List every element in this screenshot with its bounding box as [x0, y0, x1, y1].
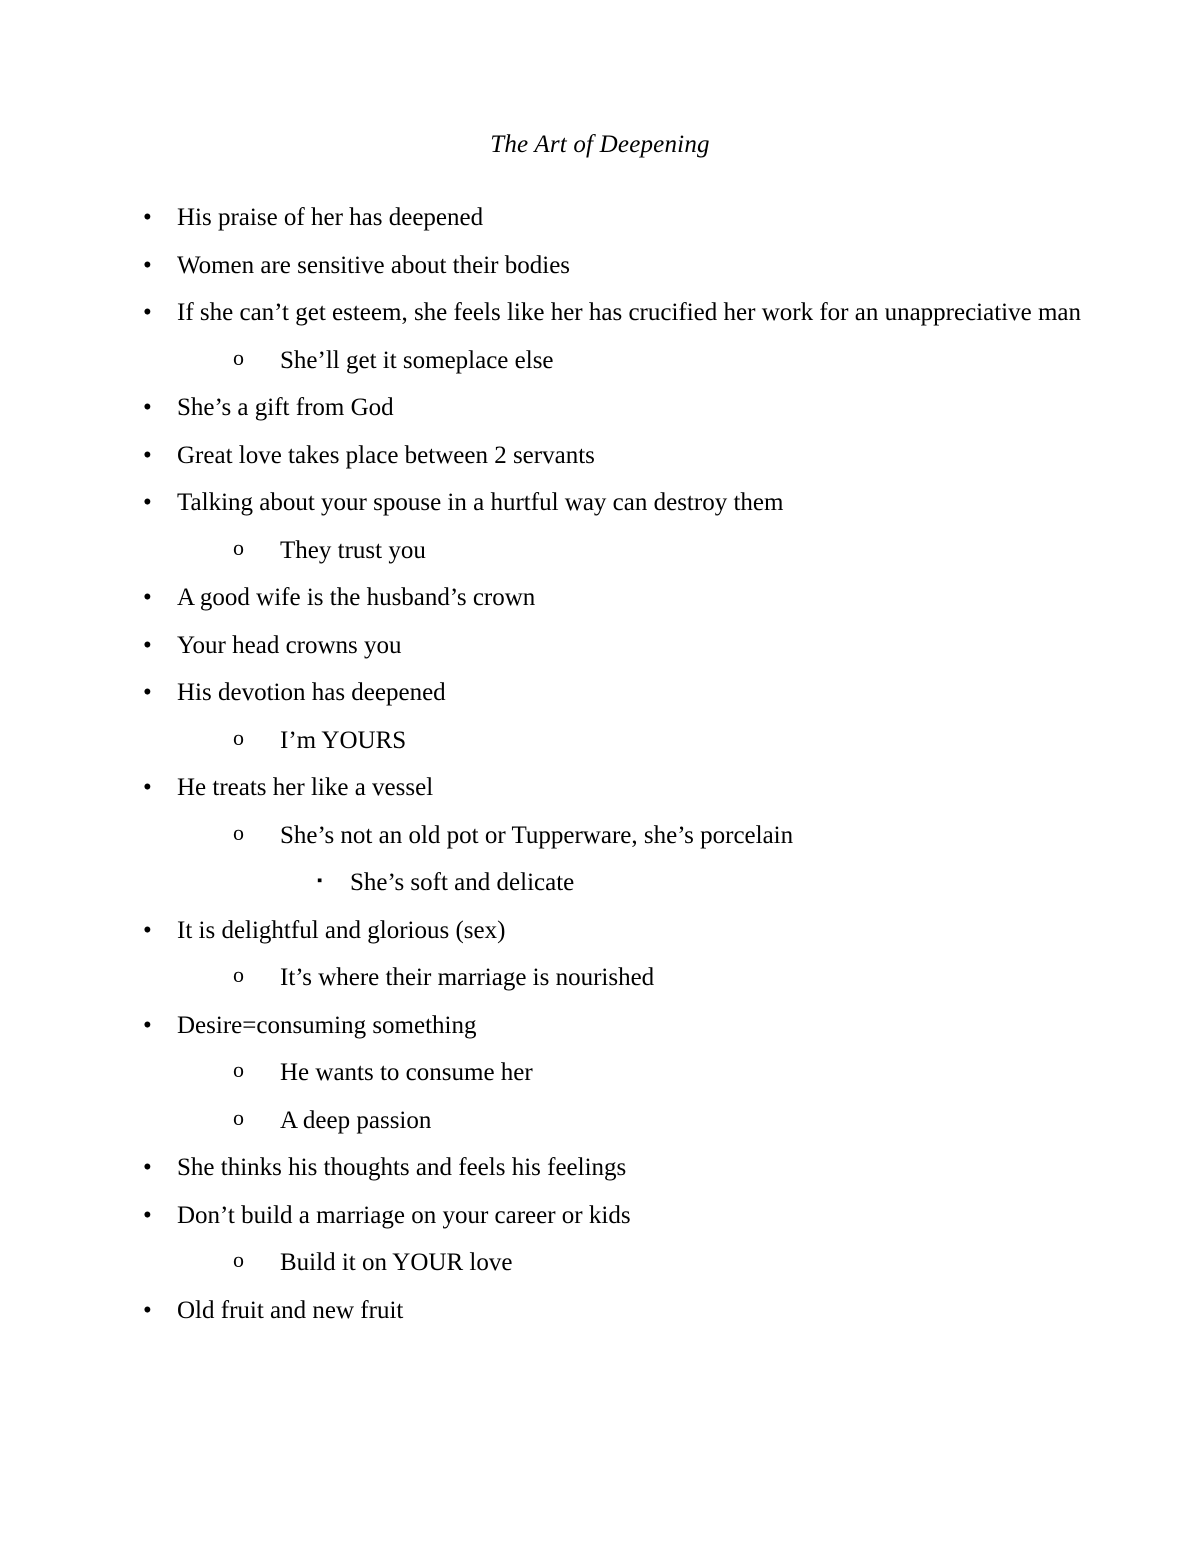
- bullet-level-1-icon: •: [143, 299, 152, 326]
- outline-item-text: A good wife is the husband’s crown: [177, 584, 536, 611]
- bullet-level-1-icon: •: [143, 394, 152, 421]
- outline-item-level-1: [115, 574, 1085, 622]
- outline-item-text: She’s a gift from God: [177, 394, 394, 421]
- bullet-level-1-icon: •: [143, 916, 152, 944]
- outline-item-text: Don’t build a marriage on your career or kids: [177, 1201, 631, 1229]
- bullet-level-2-icon: o: [233, 1057, 244, 1082]
- outline-item-level-1: [115, 1192, 1085, 1240]
- bullet-level-1-icon: •: [143, 204, 152, 231]
- bullet-level-2-icon: o: [233, 724, 244, 750]
- bullet-level-1-icon: •: [143, 441, 152, 469]
- outline-item-text: She’ll get it someplace else: [280, 346, 554, 374]
- outline-item-text: It’s where their marriage is nourished: [280, 964, 655, 991]
- bullet-level-1-icon: •: [143, 679, 152, 706]
- outline-item-level-2: [115, 717, 1085, 765]
- outline-item-text: She’s soft and delicate: [350, 869, 575, 896]
- outline-item-level-2: [115, 527, 1085, 575]
- outline-item-text: His devotion has deepened: [177, 679, 446, 706]
- outline-item-level-2: [115, 954, 1085, 1002]
- bullet-level-1-icon: •: [143, 1011, 152, 1039]
- outline-item-text: He treats her like a vessel: [177, 774, 434, 801]
- bullet-level-1-icon: •: [143, 1154, 152, 1181]
- outline-item-level-1: [115, 764, 1085, 812]
- outline-item-level-2: [115, 812, 1085, 860]
- outline-item-text: His praise of her has deepened: [177, 204, 484, 231]
- outline-item-level-1: [115, 242, 1085, 290]
- outline-item-level-1: [115, 1287, 1085, 1335]
- outline-item-text: Talking about your spouse in a hurtful way can destroy them: [177, 489, 784, 516]
- bullet-level-2-icon: o: [233, 962, 244, 987]
- bullet-level-2-icon: o: [233, 819, 244, 845]
- bullet-level-1-icon: •: [143, 774, 152, 801]
- bullet-level-2-icon: o: [233, 344, 244, 370]
- bullet-level-2-icon: o: [233, 1104, 244, 1130]
- outline-item-level-1: [115, 1144, 1085, 1192]
- page-title: The Art of Deepening: [490, 131, 710, 158]
- outline-item-text: If she can’t get esteem, she feels like her has crucified her work for an unappreciative man: [177, 299, 1082, 326]
- bullet-level-1-icon: •: [143, 584, 152, 611]
- outline-item-text: It is delightful and glorious (sex): [177, 916, 506, 944]
- bullet-level-2-icon: o: [233, 1247, 244, 1272]
- outline-item-text: She thinks his thoughts and feels his feelings: [177, 1154, 627, 1181]
- outline-item-level-1: [115, 622, 1085, 670]
- outline-item-text: She’s not an old pot or Tupperware, she’s porcelain: [280, 821, 794, 849]
- bullet-level-1-icon: •: [143, 631, 152, 659]
- outline-item-level-1: [115, 432, 1085, 480]
- outline-item-level-2: [115, 1239, 1085, 1287]
- bullet-level-1-icon: •: [143, 1201, 152, 1229]
- outline-item-level-1: [115, 669, 1085, 717]
- outline-item-level-1: [115, 289, 1085, 337]
- outline-item-text: Desire=consuming something: [177, 1011, 477, 1039]
- outline-item-level-1: [115, 479, 1085, 527]
- outline-item-text: Your head crowns you: [177, 631, 402, 659]
- outline-item-text: Women are sensitive about their bodies: [177, 251, 571, 279]
- outline-item-level-2: [115, 337, 1085, 385]
- outline-item-level-2: [115, 1097, 1085, 1145]
- bullet-level-1-icon: •: [143, 489, 152, 516]
- outline-item-text: He wants to consume her: [280, 1059, 533, 1086]
- outline-item-text: Old fruit and new fruit: [177, 1296, 404, 1324]
- outline-item-level-2: [115, 1049, 1085, 1097]
- outline-item-level-1: [115, 194, 1085, 242]
- outline-item-level-1: [115, 1002, 1085, 1050]
- outline-item-text: A deep passion: [280, 1106, 432, 1134]
- bullet-level-1-icon: •: [143, 1296, 152, 1324]
- outline-item-text: I’m YOURS: [280, 726, 407, 754]
- outline-item-text: Great love takes place between 2 servants: [177, 441, 595, 469]
- bullet-level-1-icon: •: [143, 251, 152, 279]
- outline-item-level-1: [115, 907, 1085, 955]
- outline-item-text: Build it on YOUR love: [280, 1249, 513, 1276]
- bullet-level-2-icon: o: [233, 534, 244, 560]
- outline-item-level-1: [115, 384, 1085, 432]
- outline-item-text: They trust you: [280, 536, 426, 564]
- outline-list: [115, 194, 1085, 1334]
- bullet-level-3-icon: ▪: [317, 873, 323, 889]
- outline-item-level-3: [115, 859, 1085, 907]
